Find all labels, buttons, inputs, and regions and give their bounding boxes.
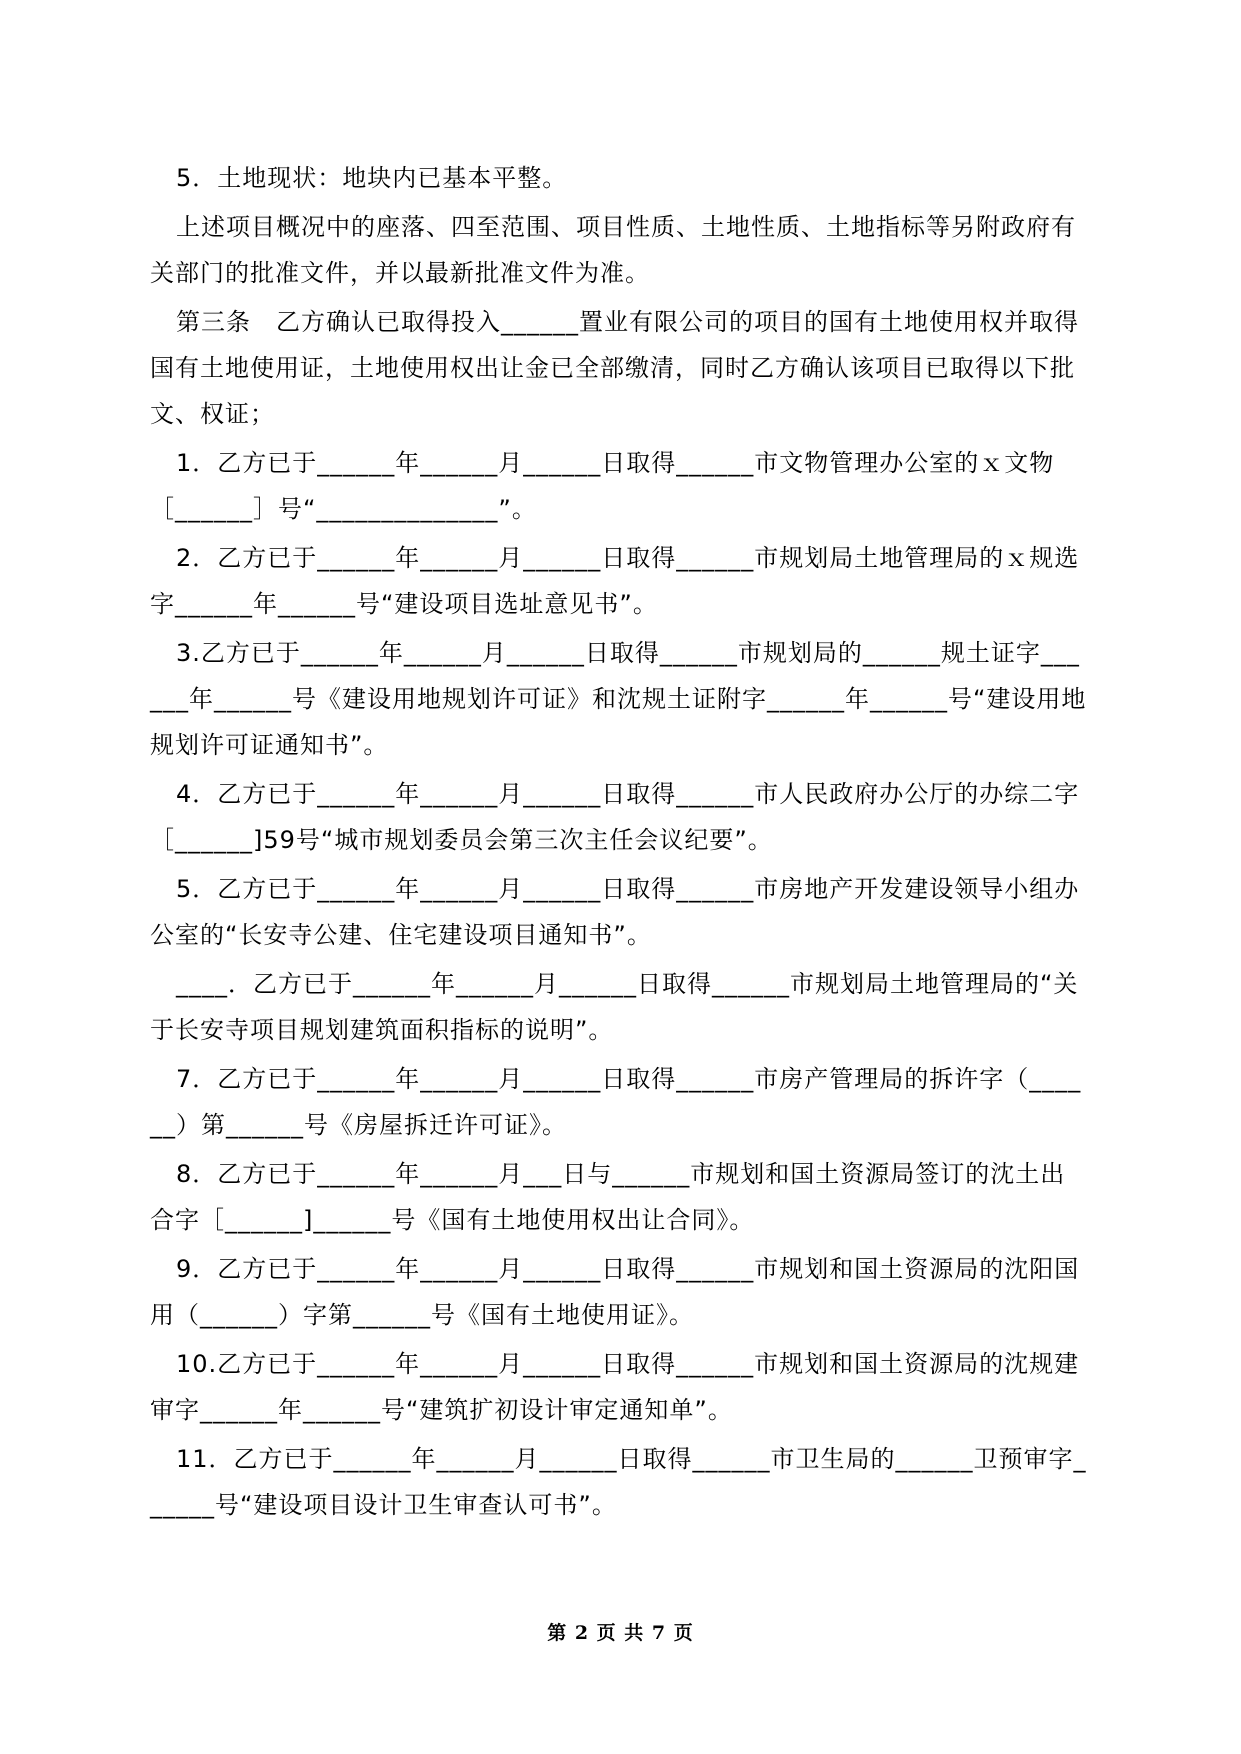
document-body bbox=[150, 155, 1090, 1531]
paragraph-item-2: 2．乙方已于______年______月______日取得______市规划局土地管理局的ｘ规选字______年______号“建设项目选址意见书”。 bbox=[150, 544, 1080, 618]
paragraph-item-11: 11．乙方已于______年______月______日取得______市卫生局的______卫预审字______号“建设项目设计卫生审查认可书”。 bbox=[150, 1445, 1087, 1519]
paragraph-article-three: 第三条 乙方确认已取得投入______置业有限公司的项目的国有土地使用权并取得国有土地使用证，土地使用权出让金已全部缴清，同时乙方确认该项目已取得以下批文、权证； bbox=[150, 308, 1079, 428]
paragraph-item-3: 3.乙方已于______年______月______日取得______市规划局的______规土证字______年______号《建设用地规划许可证》和沈规土证附字______年______号“建设用地规划许可证通知书”。 bbox=[150, 639, 1087, 759]
page-number-footer: 第 2 页 共 7 页 bbox=[547, 1622, 694, 1644]
paragraph-item-4: 4．乙方已于______年______月______日取得______市人民政府办公厅的办综二字［______]59号“城市规划委员会第三次主任会议纪要”。 bbox=[150, 780, 1080, 854]
paragraph-item-8: 8．乙方已于______年______月___日与______市规划和国土资源局签订的沈土出合字［______]______号《国有土地使用权出让合同》。 bbox=[150, 1160, 1066, 1234]
paragraph-item-1: 1．乙方已于______年______月______日取得______市文物管理办公室的ｘ文物［______］号“______________”。 bbox=[150, 449, 1055, 523]
paragraph-item-7: 7．乙方已于______年______月______日取得______市房产管理局的拆许字（______）第______号《房屋拆迁许可证》。 bbox=[150, 1065, 1082, 1139]
paragraph-item-10: 10.乙方已于______年______月______日取得______市规划和国土资源局的沈规建审字______年______号“建筑扩初设计审定通知单”。 bbox=[150, 1350, 1080, 1424]
paragraph-project-overview-note: 上述项目概况中的座落、四至范围、项目性质、土地性质、土地指标等另附政府有关部门的批准文件，并以最新批准文件为准。 bbox=[150, 213, 1076, 287]
paragraph-item-9: 9．乙方已于______年______月______日取得______市规划和国土资源局的沈阳国用（______）字第______号《国有土地使用证》。 bbox=[150, 1255, 1080, 1329]
paragraph-land-status: 5．土地现状：地块内已基本平整。 bbox=[176, 164, 568, 192]
paragraph-item-5: 5．乙方已于______年______月______日取得______市房地产开发建设领导小组办公室的“长安寺公建、住宅建设项目通知书”。 bbox=[150, 875, 1080, 949]
paragraph-item-6: ____．乙方已于______年______月______日取得______市规划局土地管理局的“关于长安寺项目规划建筑面积指标的说明”。 bbox=[150, 970, 1079, 1044]
